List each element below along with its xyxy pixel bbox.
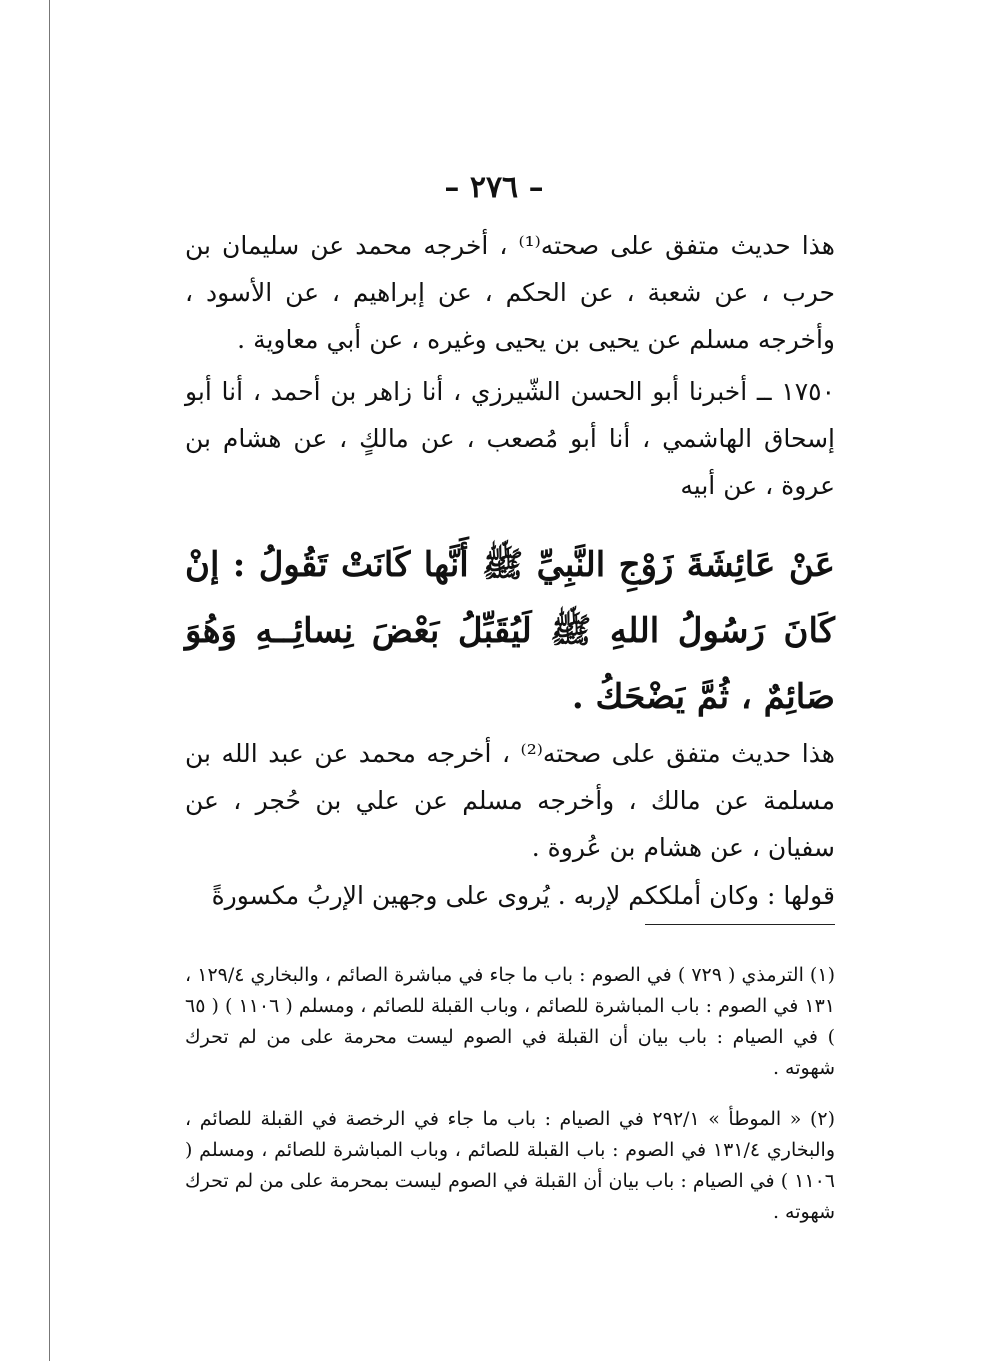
page-number: – ٢٧٦ – xyxy=(444,170,544,205)
paragraph-hadith-1750-commentary: هذا حديث متفق على صحته⁽²⁾ ، أخرجه محمد عن عبد الله بن مسلمة عن مالك ، وأخرجه مسلم عن علي بن حُجر ، عن سفيان ، عن هشام بن عُروة . xyxy=(185,739,835,862)
footnote-divider xyxy=(645,924,835,925)
footnote-2: (٢) « الموطأ » ٢٩٢/١ في الصيام : باب ما جاء في الرخصة في القبلة للصائم ، والبخاري ١٣١/٤ في الصوم : باب القبلة للصائم ، وباب المباشرة للصائم ، ومسلم ( ١١٠٦ ) في الصيام : باب بيان أن القبلة في الصوم ليست بمحرمة على من لم تحرك شهوته . xyxy=(185,1108,835,1223)
footnote-1: (١) الترمذي ( ٧٢٩ ) في الصوم : باب ما جاء في مباشرة الصائم ، والبخاري ١٢٩/٤ ، ١٣١ في الصوم : باب المباشرة للصائم ، وباب القبلة للصائم ، ومسلم ( ١١٠٦ ) ( ٦٥ ) في الصيام : باب بيان أن القبلة في الصوم ليست محرمة على من لم تحرك شهوته . xyxy=(185,964,835,1079)
paragraph-hadith-1750-isnad: ١٧٥٠ ــ أخبرنا أبو الحسن الشّيرزي ، أنا زاهر بن أحمد ، أنا أبو إسحاق الهاشمي ، أنا أبو مُصعب ، عن مالكٍ ، عن هشام بن عروة ، عن أبيه xyxy=(185,377,835,500)
hadith-matn: عَنْ عَائِشَةَ زَوْجِ النَّبِيِّ ﷺ أَنَّها كَانَتْ تَقُولُ : إنْ كَانَ رَسُولُ اللهِ ﷺ لَيُقَبِّلُ بَعْضَ نِسائِــهِ وَهُوَ صَائِمٌ ، ثُمَّ يَضْحَكُ . xyxy=(185,545,835,717)
paragraph-explanation: قولها : وكان أملككم لإربه . يُروى على وجهين الإربُ مكسورةً xyxy=(211,881,835,910)
paragraph-hadith-1749-commentary: هذا حديث متفق على صحته⁽¹⁾ ، أخرجه محمد عن سليمان بن حرب ، عن شعبة ، عن الحكم ، عن إبراهيم ، عن الأسود ، وأخرجه مسلم عن يحيى بن يحيى وغيره ، عن أبي معاوية . xyxy=(185,231,835,354)
